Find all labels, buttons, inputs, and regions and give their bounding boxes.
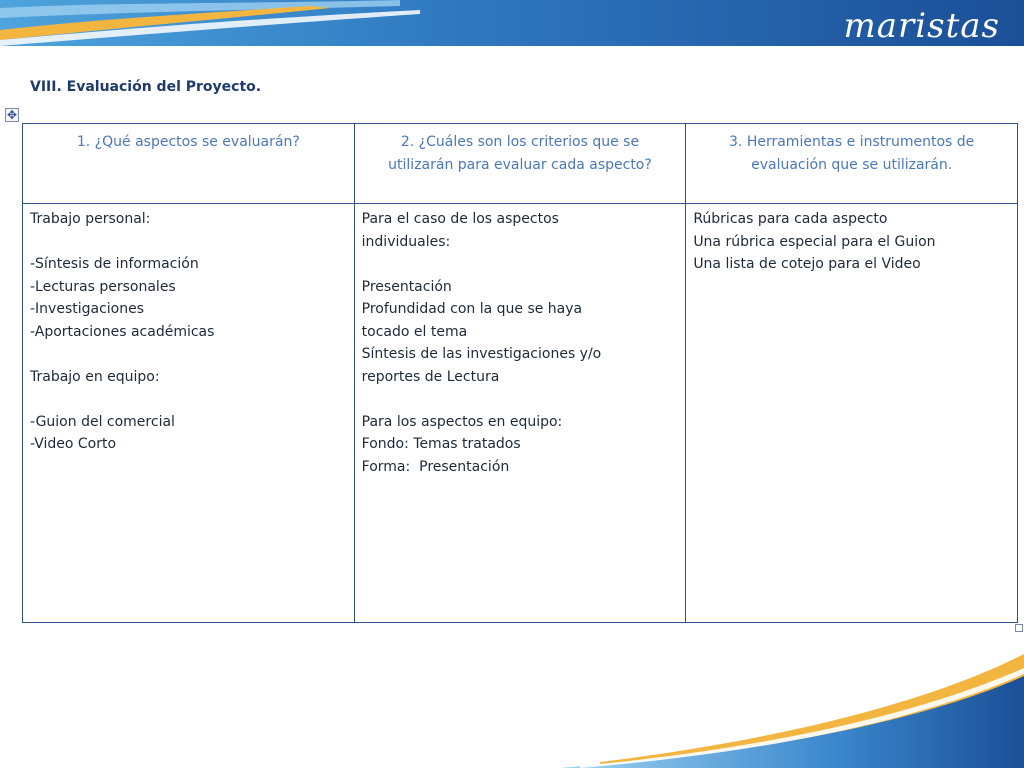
cell-line: reportes de Lectura — [361, 368, 500, 385]
cell-line: tocado el tema — [361, 323, 468, 340]
table-resize-handle[interactable] — [1015, 624, 1023, 632]
cell-line: Profundidad con la que se haya — [361, 301, 583, 317]
header-line: 3. Herramientas e instrumentos de — [729, 134, 975, 150]
maristas-logo: maristas — [843, 6, 1000, 46]
cell-line: -Aportaciones académicas — [30, 323, 215, 340]
section-title: VIII. Evaluación del Proyecto. — [30, 79, 262, 95]
header-line: 1. ¿Qué aspectos se evaluarán? — [76, 134, 300, 150]
cell-line — [30, 343, 347, 366]
cell-line: Trabajo personal: — [30, 211, 151, 227]
cell-line: Para el caso de los aspectos — [361, 211, 559, 227]
cell-line: Una rúbrica especial para el Guion — [693, 233, 936, 250]
bottom-swoosh — [0, 640, 1024, 768]
cell-line: -Investigaciones — [30, 301, 145, 317]
header-cell-aspects — [23, 124, 355, 204]
evaluation-table — [22, 123, 1018, 623]
cell-line: Trabajo en equipo: — [30, 368, 160, 385]
cell-line: Forma: Presentación — [361, 458, 510, 475]
header-row — [23, 124, 1018, 204]
cell-line — [30, 231, 347, 254]
header-line: evaluación que se utilizarán. — [751, 156, 953, 173]
cell-line: Para los aspectos en equipo: — [361, 413, 563, 430]
cell-tools — [686, 204, 1018, 623]
body-row — [23, 204, 1018, 623]
cell-criteria — [354, 204, 686, 623]
cell-line: Fondo: Temas tratados — [361, 436, 521, 452]
cell-line — [362, 253, 679, 276]
cell-line — [362, 388, 679, 411]
cell-line: -Lecturas personales — [30, 278, 176, 295]
header-line: 2. ¿Cuáles son los criterios que se — [400, 134, 640, 150]
header-cell-criteria — [354, 124, 686, 204]
cell-line: -Video Corto — [30, 436, 117, 452]
header-cell-tools — [686, 124, 1018, 204]
header-line: utilizarán para evaluar cada aspecto? — [388, 156, 652, 173]
cell-aspects — [23, 204, 355, 623]
cell-line: -Guion del comercial — [30, 413, 175, 430]
cell-line: -Síntesis de información — [30, 256, 199, 272]
cell-line: individuales: — [361, 233, 451, 250]
cell-line: Una lista de cotejo para el Video — [693, 256, 921, 272]
cell-line: Rúbricas para cada aspecto — [693, 211, 888, 227]
cell-line: Presentación — [361, 278, 452, 295]
table-move-handle-icon[interactable]: ✥ — [6, 108, 18, 122]
cell-line: Síntesis de las investigaciones y/o — [361, 346, 602, 362]
cell-line — [30, 388, 347, 411]
